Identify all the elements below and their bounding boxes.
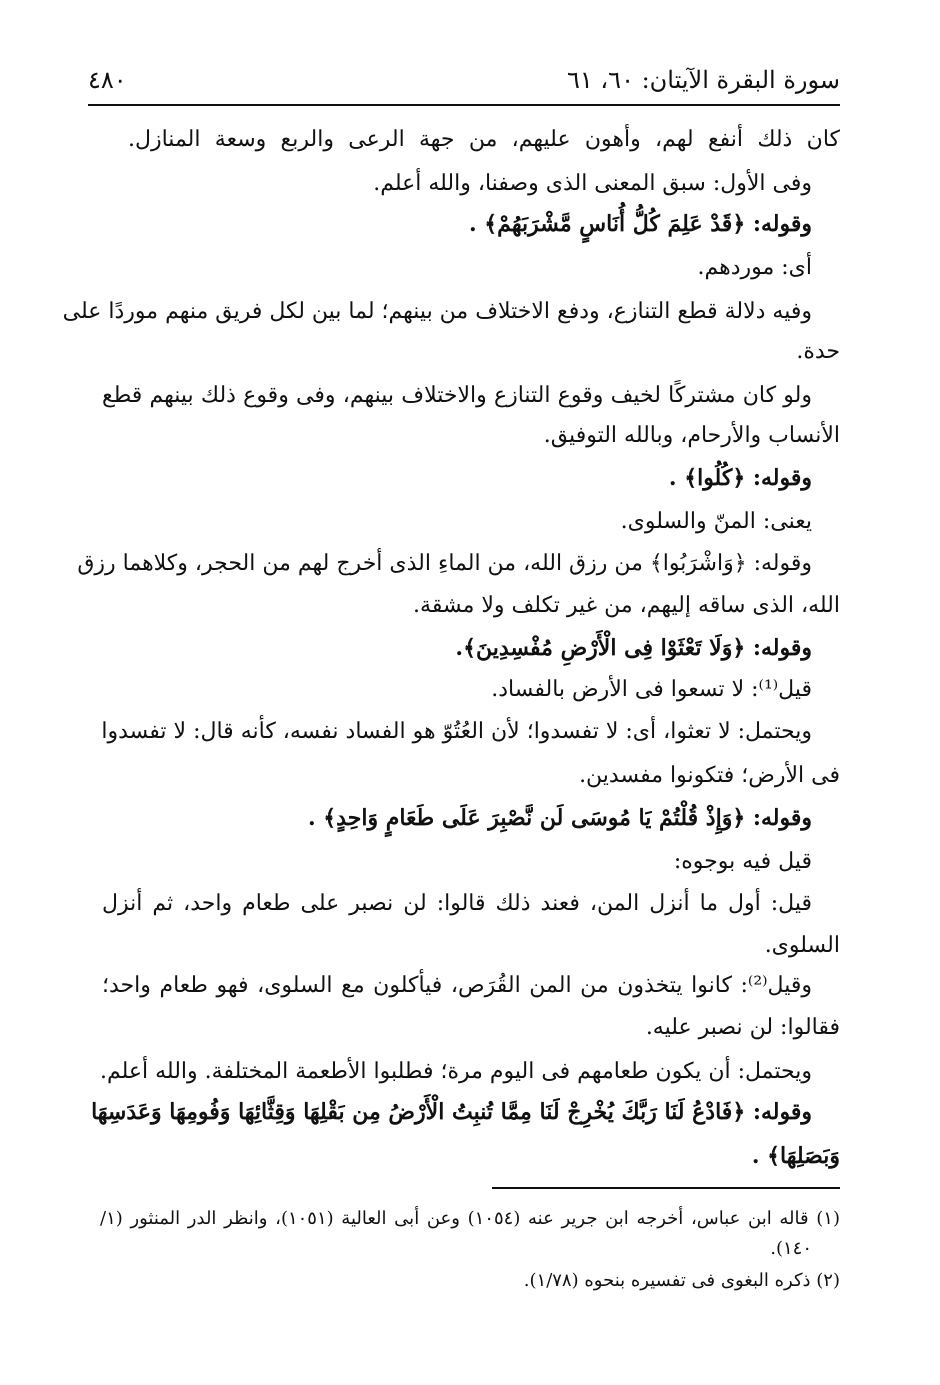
- body-line: وقوله: ﴿وَاشْرَبُوا﴾ من رزق الله، من الماءِ الذى أخرج لهم من الحجر، وكلاهما رزق: [77, 551, 812, 576]
- footnote-rule: [492, 1187, 840, 1189]
- body-line: وفى الأول: سبق المعنى الذى وصفنا، والله أعلم.: [373, 171, 812, 196]
- running-title: سورة البقرة الآيتان: ٦٠، ٦١: [567, 66, 840, 94]
- body-line: السلوى.: [764, 933, 840, 958]
- body-line: فى الأرض؛ فتكونوا مفسدين.: [579, 763, 840, 788]
- body-line: يعنى: المنّ والسلوى.: [620, 509, 812, 534]
- body-line: وقوله: ﴿وَإِذْ قُلْتُمْ يَا مُوسَى لَن نَّصْبِرَ عَلَى طَعَامٍ وَاحِدٍ﴾ .: [307, 805, 812, 831]
- header-rule: [88, 104, 840, 106]
- page-header: [88, 60, 840, 100]
- footnote-line: (٢) ذكره البغوى فى تفسيره بنحوه (١/٧٨).: [523, 1270, 840, 1291]
- body-line: ويحتمل: لا تعثوا، أى: لا تفسدوا؛ لأن العُتُوّ هو الفساد نفسه، كأنه قال: لا تفسدوا: [101, 719, 812, 744]
- body-line: قيل فيه بوجوه:: [673, 849, 812, 874]
- body-line: وقوله: ﴿قَدْ عَلِمَ كُلُّ أُنَاسٍ مَّشْرَبَهُمْ﴾ .: [468, 211, 812, 237]
- body-line: ويحتمل: أن يكون طعامهم فى اليوم مرة؛ فطلبوا الأطعمة المختلفة. والله أعلم.: [99, 1059, 812, 1084]
- body-line: كان ذلك أنفع لهم، وأهون عليهم، من جهة الرعى والربع وسعة المنازل.: [128, 127, 840, 152]
- body-line: قيل⁽¹⁾: لا تسعوا فى الأرض بالفساد.: [491, 677, 812, 702]
- body-line: ولو كان مشتركًا لخيف وقوع التنازع والاختلاف بينهم، وفى وقوع ذلك بينهم قطع: [102, 383, 812, 408]
- body-line: وفيه دلالة قطع التنازع، ودفع الاختلاف من بينهم؛ لما بين لكل فريق منهم موردًا على: [62, 299, 812, 324]
- body-line: وقوله: ﴿وَلَا تَعْثَوْا فِى الْأَرْضِ مُفْسِدِينَ﴾.: [455, 635, 812, 661]
- body-line: فقالوا: لن نصبر عليه.: [645, 1015, 840, 1040]
- body-line: قيل: أول ما أنزل المن، فعند ذلك قالوا: لن نصبر على طعام واحد، ثم أنزل: [102, 891, 812, 916]
- body-line: وقيل⁽²⁾: كانوا يتخذون من المن القُرَص، فيأكلون مع السلوى، فهو طعام واحد؛: [102, 973, 812, 998]
- footnote-line: ١٤٠).: [770, 1238, 812, 1259]
- page-number: ٤٨٠: [88, 66, 127, 94]
- body-line: حدة.: [796, 339, 840, 364]
- body-line: الله، الذى ساقه إليهم، من غير تكلف ولا مشقة.: [413, 593, 840, 618]
- footnote-line: (١) قاله ابن عباس، أخرجه ابن جرير عنه (١٠٥٤) وعن أبى العالية (١٠٥١)، وانظر الدر المنثور (١/: [100, 1208, 840, 1229]
- body-line: وقوله: ﴿كُلُوا﴾ .: [668, 465, 812, 491]
- body-line: وقوله: ﴿فَادْعُ لَنَا رَبَّكَ يُخْرِجْ لَنَا مِمَّا تُنبِتُ الْأَرْضُ مِن بَقْلِهَا وَقِثَّائِهَا وَفُومِهَا وَعَدَسِهَا: [91, 1099, 812, 1125]
- body-line: وَبَصَلِهَا﴾ .: [751, 1143, 840, 1169]
- body-line: الأنساب والأرحام، وبالله التوفيق.: [543, 423, 840, 448]
- body-line: أى: موردهم.: [697, 255, 812, 280]
